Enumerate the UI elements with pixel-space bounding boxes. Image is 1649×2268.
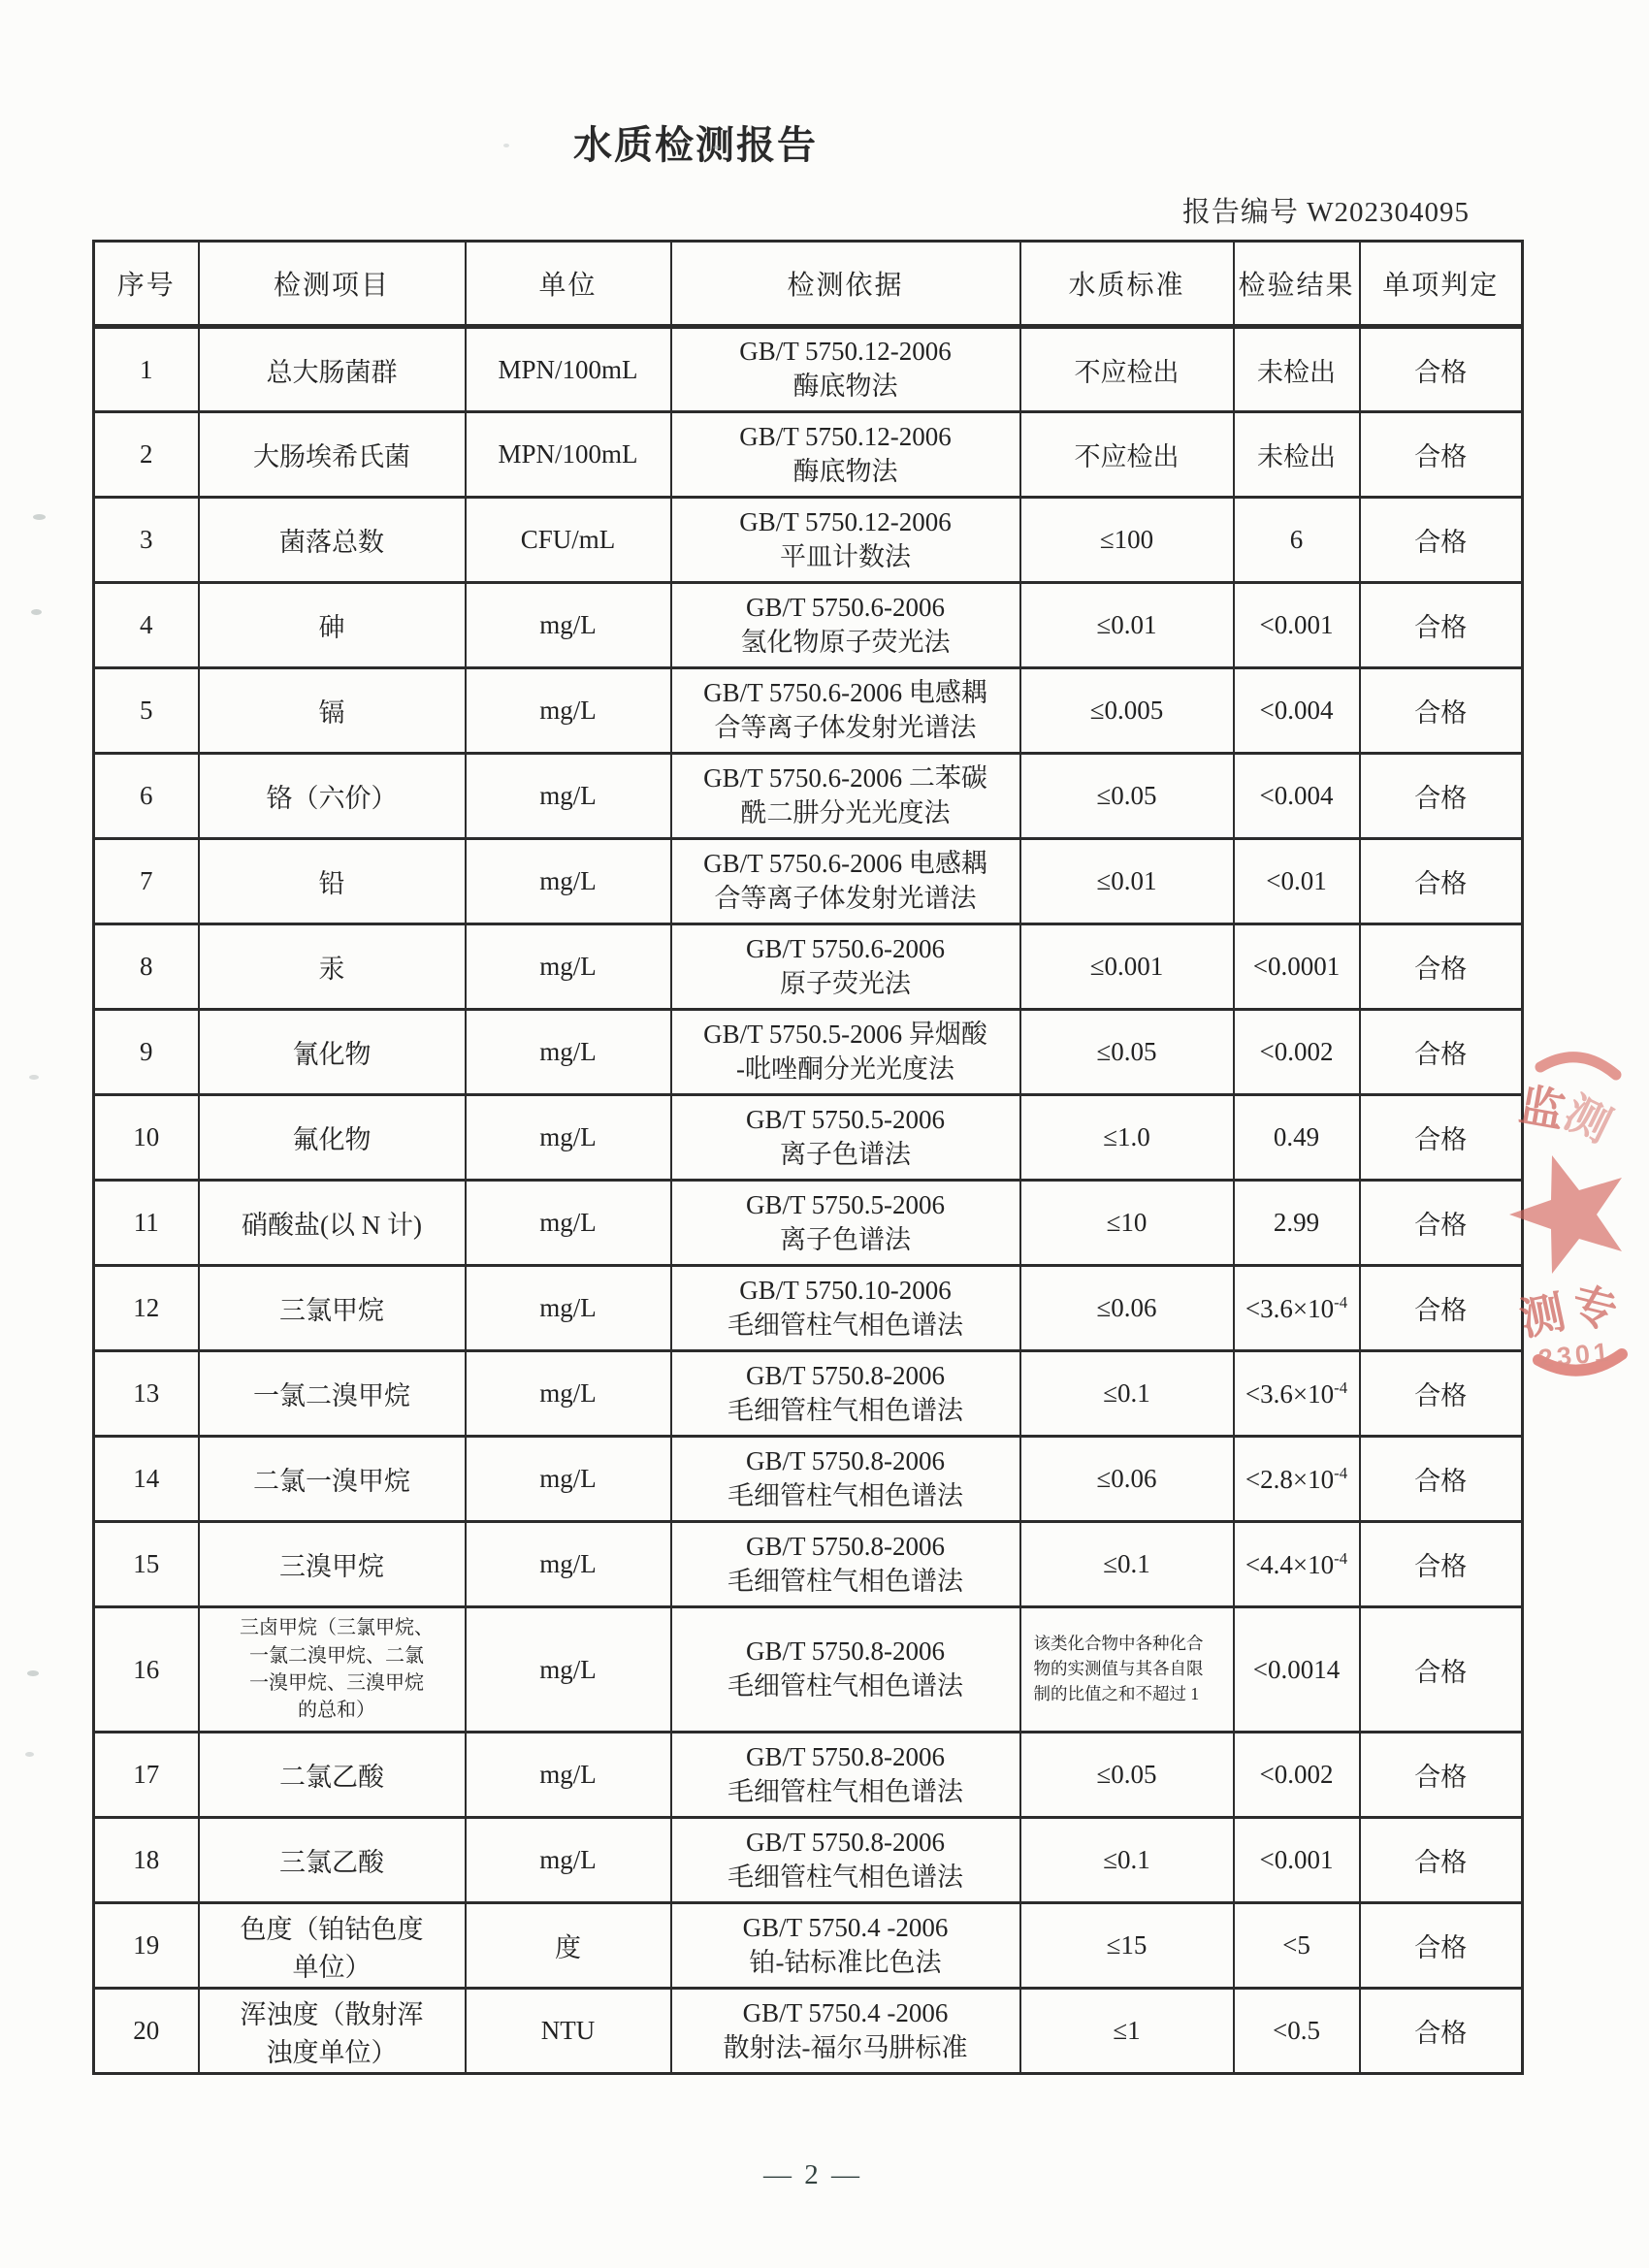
cell-unit: mg/L xyxy=(466,1607,671,1733)
scan-speck xyxy=(33,514,46,520)
result-value: <0.001 xyxy=(1259,1845,1334,1874)
table-row xyxy=(94,754,1523,839)
cell-unit: 度 xyxy=(466,1903,671,1989)
result-exponent: -4 xyxy=(1334,1463,1348,1482)
result-value: 未检出 xyxy=(1257,357,1336,387)
cell-item-line: 菌落总数 xyxy=(279,528,384,557)
cell-basis-line: GB/T 5750.6-2006 电感耦 xyxy=(703,848,987,878)
cell-no: 17 xyxy=(94,1733,199,1818)
cell-basis xyxy=(671,1733,1020,1818)
cell-basis xyxy=(671,754,1020,839)
cell-basis-line: 毛细管柱气相色谱法 xyxy=(728,1862,963,1892)
cell-judgment: 合格 xyxy=(1360,412,1523,498)
cell-no: 2 xyxy=(94,412,199,498)
cell-item xyxy=(199,924,466,1010)
cell-result xyxy=(1234,1733,1360,1818)
cell-standard-line: 物的实测值与其各自限 xyxy=(1033,1659,1204,1679)
cell-basis xyxy=(671,1010,1020,1095)
result-value: <0.01 xyxy=(1266,866,1327,895)
table-row xyxy=(94,1181,1523,1266)
result-value: <0.002 xyxy=(1259,1760,1334,1789)
cell-basis xyxy=(671,1818,1020,1903)
cell-judgment: 合格 xyxy=(1360,327,1523,412)
page-number: — 2 — xyxy=(763,2159,862,2190)
cell-unit: MPN/100mL xyxy=(466,327,671,412)
cell-item-line: 二氯乙酸 xyxy=(279,1763,384,1792)
result-value: <0.5 xyxy=(1273,2016,1320,2045)
cell-no: 20 xyxy=(94,1989,199,2074)
cell-standard-line: ≤0.06 xyxy=(1096,1464,1157,1493)
cell-basis-line: GB/T 5750.4 -2006 xyxy=(742,1912,949,1942)
cell-result xyxy=(1234,1437,1360,1522)
cell-basis xyxy=(671,1903,1020,1989)
scan-speck xyxy=(29,1075,39,1080)
cell-item xyxy=(199,754,466,839)
cell-standard-line: 不应检出 xyxy=(1074,357,1180,387)
table-row xyxy=(94,412,1523,498)
cell-item-line: 氰化物 xyxy=(292,1040,372,1069)
cell-standard xyxy=(1020,583,1234,668)
table-row xyxy=(94,1818,1523,1903)
cell-unit: mg/L xyxy=(466,1181,671,1266)
cell-result xyxy=(1234,754,1360,839)
cell-item-line: 单位） xyxy=(292,1952,372,1982)
result-value: <3.6×10 xyxy=(1245,1293,1335,1323)
cell-judgment: 合格 xyxy=(1360,668,1523,754)
cell-standard-line: ≤100 xyxy=(1099,525,1154,554)
cell-basis-line: GB/T 5750.8-2006 xyxy=(745,1827,945,1857)
scan-speck xyxy=(31,609,42,615)
cell-item xyxy=(199,1181,466,1266)
result-value: <4.4×10 xyxy=(1245,1549,1335,1579)
cell-result xyxy=(1234,583,1360,668)
cell-item xyxy=(199,668,466,754)
cell-item xyxy=(199,1607,466,1733)
table-row xyxy=(94,839,1523,924)
cell-unit: CFU/mL xyxy=(466,498,671,583)
result-value: <0.0014 xyxy=(1252,1654,1341,1684)
cell-no: 14 xyxy=(94,1437,199,1522)
cell-basis-line: 酶底物法 xyxy=(792,372,898,401)
cell-basis-line: 酰二肼分光光度法 xyxy=(740,797,951,827)
cell-no: 18 xyxy=(94,1818,199,1903)
cell-result xyxy=(1234,1010,1360,1095)
cell-no: 1 xyxy=(94,327,199,412)
cell-standard-line: ≤0.05 xyxy=(1096,1760,1157,1789)
cell-no: 9 xyxy=(94,1010,199,1095)
cell-item-line: 镉 xyxy=(318,698,345,728)
table-row xyxy=(94,1266,1523,1351)
cell-standard-line: ≤1 xyxy=(1113,2016,1141,2045)
cell-basis xyxy=(671,327,1020,412)
result-value: <0.002 xyxy=(1259,1037,1334,1066)
cell-item-line: 一氯二溴甲烷 xyxy=(253,1381,410,1410)
cell-judgment: 合格 xyxy=(1360,1095,1523,1181)
cell-item xyxy=(199,1095,466,1181)
cell-standard xyxy=(1020,1818,1234,1903)
cell-unit: mg/L xyxy=(466,1095,671,1181)
cell-basis xyxy=(671,412,1020,498)
cell-basis xyxy=(671,1351,1020,1437)
table-row xyxy=(94,583,1523,668)
table-row xyxy=(94,1010,1523,1095)
svg-text:监: 监 xyxy=(1515,1079,1568,1137)
cell-item xyxy=(199,1989,466,2074)
cell-item-line: 氟化物 xyxy=(292,1125,372,1154)
cell-judgment: 合格 xyxy=(1360,1351,1523,1437)
cell-standard xyxy=(1020,1733,1234,1818)
cell-unit: mg/L xyxy=(466,1522,671,1607)
cell-unit: NTU xyxy=(466,1989,671,2074)
cell-result xyxy=(1234,1095,1360,1181)
result-value: 未检出 xyxy=(1257,442,1336,471)
cell-item xyxy=(199,1437,466,1522)
cell-basis-line: 氢化物原子荧光法 xyxy=(740,627,951,657)
cell-judgment: 合格 xyxy=(1360,1181,1523,1266)
cell-result xyxy=(1234,1989,1360,2074)
cell-basis xyxy=(671,583,1020,668)
svg-text:测: 测 xyxy=(1556,1086,1620,1151)
cell-no: 12 xyxy=(94,1266,199,1351)
cell-judgment: 合格 xyxy=(1360,1989,1523,2074)
result-value: <2.8×10 xyxy=(1245,1464,1335,1494)
cell-item xyxy=(199,1733,466,1818)
cell-item-line: 一溴甲烷、三溴甲烷 xyxy=(249,1672,424,1694)
cell-basis xyxy=(671,668,1020,754)
cell-judgment: 合格 xyxy=(1360,924,1523,1010)
page-title: 水质检测报告 xyxy=(573,123,818,167)
cell-standard xyxy=(1020,327,1234,412)
cell-item-line: 铅 xyxy=(318,869,345,898)
cell-basis-line: 毛细管柱气相色谱法 xyxy=(728,1395,963,1425)
cell-standard-line: ≤0.005 xyxy=(1089,696,1164,725)
svg-text:专: 专 xyxy=(1566,1278,1623,1338)
header-result: 检验结果 xyxy=(1234,242,1360,327)
cell-basis-line: GB/T 5750.8-2006 xyxy=(745,1531,945,1561)
cell-no: 3 xyxy=(94,498,199,583)
table-row xyxy=(94,668,1523,754)
cell-basis-line: 毛细管柱气相色谱法 xyxy=(728,1310,963,1340)
cell-basis xyxy=(671,498,1020,583)
cell-item xyxy=(199,1522,466,1607)
header-judgment: 单项判定 xyxy=(1360,242,1523,327)
cell-no: 6 xyxy=(94,754,199,839)
report-number: 报告编号 W202304095 xyxy=(1181,197,1470,228)
cell-judgment: 合格 xyxy=(1360,1266,1523,1351)
cell-standard-line: 制的比值之和不超过 1 xyxy=(1033,1683,1200,1703)
cell-standard-line: ≤0.05 xyxy=(1096,781,1157,810)
cell-result xyxy=(1234,498,1360,583)
cell-no: 4 xyxy=(94,583,199,668)
cell-basis xyxy=(671,1989,1020,2074)
cell-basis-line: 散射法-福尔马肼标准 xyxy=(723,2032,968,2062)
cell-basis-line: 原子荧光法 xyxy=(780,968,911,998)
result-exponent: -4 xyxy=(1334,1548,1348,1568)
cell-no: 8 xyxy=(94,924,199,1010)
cell-result xyxy=(1234,839,1360,924)
cell-no: 13 xyxy=(94,1351,199,1437)
cell-result xyxy=(1234,924,1360,1010)
cell-standard-line: ≤0.05 xyxy=(1096,1037,1157,1066)
cell-standard-line: ≤0.01 xyxy=(1096,866,1157,895)
cell-standard xyxy=(1020,1903,1234,1989)
cell-no: 7 xyxy=(94,839,199,924)
cell-judgment: 合格 xyxy=(1360,583,1523,668)
cell-item-line: 色度（铂钴色度 xyxy=(240,1914,424,1944)
result-value: <3.6×10 xyxy=(1245,1378,1335,1409)
cell-basis-line: 毛细管柱气相色谱法 xyxy=(728,1671,963,1701)
cell-standard xyxy=(1020,412,1234,498)
cell-item xyxy=(199,498,466,583)
cell-item xyxy=(199,1818,466,1903)
star-icon xyxy=(1509,1155,1622,1274)
cell-unit: mg/L xyxy=(466,924,671,1010)
cell-basis-line: GB/T 5750.4 -2006 xyxy=(742,1997,949,2027)
cell-item-line: 一氯二溴甲烷、二氯 xyxy=(249,1644,424,1667)
header-standard: 水质标准 xyxy=(1020,242,1234,327)
table-row xyxy=(94,1437,1523,1522)
cell-result xyxy=(1234,327,1360,412)
cell-standard-line: ≤15 xyxy=(1106,1930,1148,1960)
cell-judgment: 合格 xyxy=(1360,1522,1523,1607)
cell-standard-line: ≤0.1 xyxy=(1103,1845,1150,1874)
cell-standard xyxy=(1020,839,1234,924)
cell-result xyxy=(1234,1351,1360,1437)
cell-item-line: 二氯一溴甲烷 xyxy=(253,1467,410,1496)
cell-standard xyxy=(1020,1989,1234,2074)
cell-basis-line: GB/T 5750.6-2006 xyxy=(745,592,945,622)
cell-item xyxy=(199,839,466,924)
cell-basis xyxy=(671,1607,1020,1733)
cell-basis-line: GB/T 5750.12-2006 xyxy=(739,506,952,536)
cell-item-line: 三溴甲烷 xyxy=(279,1552,384,1581)
cell-item-line: 硝酸盐(以 N 计) xyxy=(242,1211,422,1240)
cell-no: 10 xyxy=(94,1095,199,1181)
scan-speck xyxy=(713,146,720,149)
cell-item-line: 铬（六价） xyxy=(266,784,398,813)
cell-result xyxy=(1234,1522,1360,1607)
cell-item xyxy=(199,583,466,668)
result-exponent: -4 xyxy=(1334,1377,1348,1397)
table-row xyxy=(94,1903,1523,1989)
cell-unit: mg/L xyxy=(466,1818,671,1903)
cell-judgment: 合格 xyxy=(1360,754,1523,839)
cell-basis-line: GB/T 5750.10-2006 xyxy=(739,1275,952,1305)
cell-standard xyxy=(1020,1010,1234,1095)
cell-result xyxy=(1234,1607,1360,1733)
header-unit: 单位 xyxy=(466,242,671,327)
header-item: 检测项目 xyxy=(199,242,466,327)
cell-basis-line: 离子色谱法 xyxy=(780,1224,911,1254)
cell-basis-line: GB/T 5750.5-2006 xyxy=(745,1189,945,1219)
scan-speck xyxy=(503,144,509,147)
cell-standard-line: ≤10 xyxy=(1106,1208,1148,1237)
cell-standard xyxy=(1020,1437,1234,1522)
cell-standard xyxy=(1020,1266,1234,1351)
cell-basis-line: 合等离子体发射光谱法 xyxy=(714,883,977,913)
cell-unit: MPN/100mL xyxy=(466,412,671,498)
result-exponent: -4 xyxy=(1334,1292,1348,1312)
cell-basis xyxy=(671,1266,1020,1351)
cell-result xyxy=(1234,1903,1360,1989)
cell-standard-line: ≤0.06 xyxy=(1096,1293,1157,1322)
cell-standard-line: ≤0.1 xyxy=(1103,1378,1150,1408)
cell-basis-line: GB/T 5750.12-2006 xyxy=(739,421,952,451)
svg-text:2301: 2301 xyxy=(1536,1337,1614,1374)
cell-basis xyxy=(671,1522,1020,1607)
cell-item-line: 三氯乙酸 xyxy=(279,1848,384,1877)
cell-no: 5 xyxy=(94,668,199,754)
cell-standard xyxy=(1020,1181,1234,1266)
result-value: <0.001 xyxy=(1259,610,1334,639)
cell-basis-line: 平皿计数法 xyxy=(780,541,911,571)
cell-judgment: 合格 xyxy=(1360,1607,1523,1733)
cell-standard xyxy=(1020,1522,1234,1607)
table-row xyxy=(94,924,1523,1010)
cell-item xyxy=(199,1351,466,1437)
result-value: 2.99 xyxy=(1273,1208,1320,1237)
result-value: <5 xyxy=(1282,1930,1310,1960)
table-body xyxy=(94,327,1523,2074)
cell-standard-line: ≤1.0 xyxy=(1103,1122,1150,1151)
cell-item-line: 总大肠菌群 xyxy=(266,357,398,387)
svg-text:测: 测 xyxy=(1515,1285,1570,1345)
header-no: 序号 xyxy=(94,242,199,327)
cell-unit: mg/L xyxy=(466,1010,671,1095)
cell-basis-line: GB/T 5750.6-2006 二苯碳 xyxy=(703,762,987,793)
cell-unit: mg/L xyxy=(466,1351,671,1437)
cell-standard xyxy=(1020,668,1234,754)
header-basis: 检测依据 xyxy=(671,242,1020,327)
cell-judgment: 合格 xyxy=(1360,1437,1523,1522)
result-value: 6 xyxy=(1289,525,1304,554)
cell-result xyxy=(1234,1818,1360,1903)
cell-basis-line: -吡唑酮分光光度法 xyxy=(736,1053,954,1084)
cell-judgment: 合格 xyxy=(1360,839,1523,924)
cell-item-line: 三氯甲烷 xyxy=(279,1296,384,1325)
cell-no: 11 xyxy=(94,1181,199,1266)
cell-unit: mg/L xyxy=(466,754,671,839)
cell-basis-line: 合等离子体发射光谱法 xyxy=(714,712,977,742)
cell-standard xyxy=(1020,1095,1234,1181)
cell-basis xyxy=(671,1437,1020,1522)
cell-basis xyxy=(671,1181,1020,1266)
cell-item-line: 三卤甲烷（三氯甲烷、 xyxy=(240,1617,434,1639)
cell-item-line: 的总和） xyxy=(298,1700,375,1722)
table-row xyxy=(94,1733,1523,1818)
cell-basis-line: GB/T 5750.8-2006 xyxy=(745,1741,945,1771)
cell-no: 15 xyxy=(94,1522,199,1607)
cell-item-line: 大肠埃希氏菌 xyxy=(253,442,410,471)
table-row xyxy=(94,1989,1523,2074)
cell-basis-line: GB/T 5750.6-2006 xyxy=(745,933,945,963)
cell-basis-line: 铂-钴标准比色法 xyxy=(749,1947,942,1977)
cell-judgment: 合格 xyxy=(1360,1903,1523,1989)
cell-basis-line: GB/T 5750.8-2006 xyxy=(745,1636,945,1667)
cell-unit: mg/L xyxy=(466,583,671,668)
cell-no: 16 xyxy=(94,1607,199,1733)
cell-judgment: 合格 xyxy=(1360,498,1523,583)
cell-standard xyxy=(1020,498,1234,583)
cell-basis-line: GB/T 5750.5-2006 xyxy=(745,1104,945,1134)
cell-result xyxy=(1234,1266,1360,1351)
table-row xyxy=(94,1607,1523,1733)
cell-standard xyxy=(1020,1607,1234,1733)
cell-standard-line: ≤0.1 xyxy=(1103,1549,1150,1578)
cell-basis-line: 毛细管柱气相色谱法 xyxy=(728,1480,963,1510)
table-row xyxy=(94,327,1523,412)
cell-item xyxy=(199,1010,466,1095)
cell-item xyxy=(199,412,466,498)
cell-basis xyxy=(671,1095,1020,1181)
table-row xyxy=(94,498,1523,583)
cell-judgment: 合格 xyxy=(1360,1818,1523,1903)
cell-result xyxy=(1234,412,1360,498)
cell-item xyxy=(199,1903,466,1989)
cell-item-line: 浊度单位） xyxy=(266,2037,398,2067)
cell-unit: mg/L xyxy=(466,668,671,754)
cell-basis-line: 离子色谱法 xyxy=(780,1139,911,1169)
cell-basis-line: 酶底物法 xyxy=(792,456,898,486)
cell-basis-line: GB/T 5750.5-2006 异烟酸 xyxy=(703,1019,987,1049)
table-row xyxy=(94,1095,1523,1181)
cell-item-line: 汞 xyxy=(318,955,345,984)
cell-no: 19 xyxy=(94,1903,199,1989)
cell-item-line: 砷 xyxy=(318,613,345,642)
cell-basis xyxy=(671,924,1020,1010)
result-value: 0.49 xyxy=(1273,1122,1320,1151)
cell-basis-line: 毛细管柱气相色谱法 xyxy=(728,1776,963,1806)
cell-unit: mg/L xyxy=(466,1733,671,1818)
cell-unit: mg/L xyxy=(466,1266,671,1351)
cell-basis-line: GB/T 5750.8-2006 xyxy=(745,1360,945,1390)
cell-result xyxy=(1234,1181,1360,1266)
table-row xyxy=(94,1522,1523,1607)
cell-basis-line: 毛细管柱气相色谱法 xyxy=(728,1566,963,1596)
table-row xyxy=(94,1351,1523,1437)
cell-item-line: 浑浊度（散射浑 xyxy=(240,1999,424,2029)
cell-unit: mg/L xyxy=(466,1437,671,1522)
cell-basis-line: GB/T 5750.12-2006 xyxy=(739,337,952,367)
cell-unit: mg/L xyxy=(466,839,671,924)
cell-standard xyxy=(1020,754,1234,839)
scan-speck xyxy=(27,1670,39,1676)
cell-standard xyxy=(1020,924,1234,1010)
cell-basis-line: GB/T 5750.8-2006 xyxy=(745,1445,945,1475)
cell-result xyxy=(1234,668,1360,754)
cell-judgment: 合格 xyxy=(1360,1010,1523,1095)
cell-judgment: 合格 xyxy=(1360,1733,1523,1818)
cell-basis xyxy=(671,839,1020,924)
result-value: <0.004 xyxy=(1259,781,1334,810)
cell-standard xyxy=(1020,1351,1234,1437)
cell-standard-line: ≤0.001 xyxy=(1089,952,1164,981)
cell-item xyxy=(199,1266,466,1351)
cell-item xyxy=(199,327,466,412)
cell-basis-line: GB/T 5750.6-2006 电感耦 xyxy=(703,677,987,707)
cell-standard-line: 该类化合物中各种化合 xyxy=(1033,1634,1204,1654)
scan-speck xyxy=(25,1752,34,1757)
table-header-row xyxy=(94,242,1523,327)
cell-standard-line: 不应检出 xyxy=(1074,442,1180,471)
result-value: <0.004 xyxy=(1259,696,1334,725)
cell-standard-line: ≤0.01 xyxy=(1096,610,1157,639)
water-quality-table xyxy=(92,240,1524,2075)
result-value: <0.0001 xyxy=(1252,952,1341,981)
